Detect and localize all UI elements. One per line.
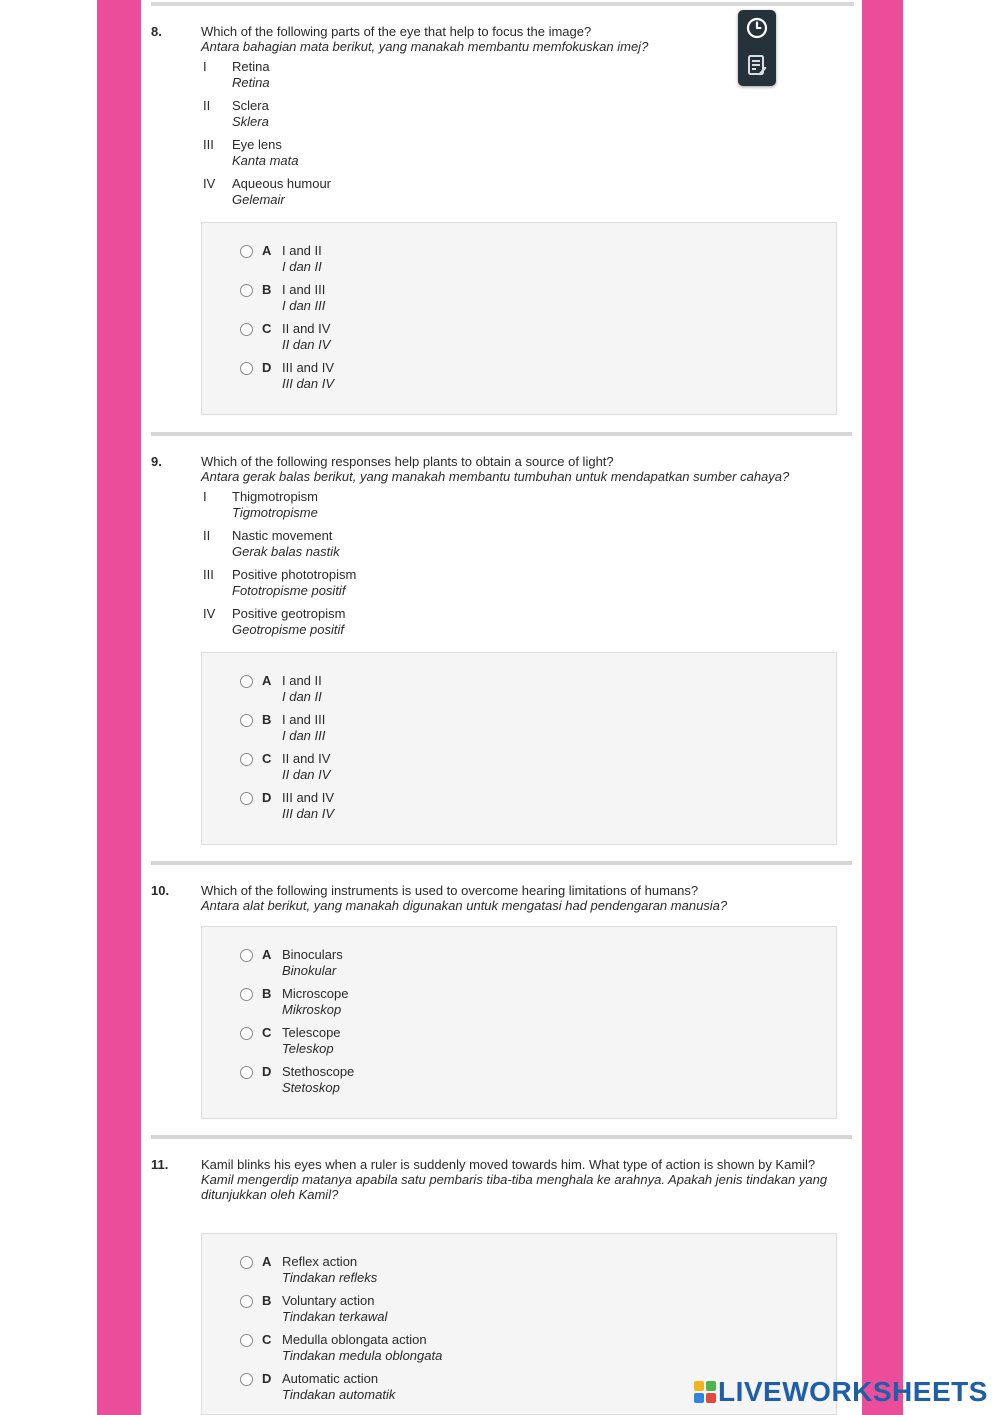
- statement-numeral: I: [203, 59, 207, 74]
- option-en: Voluntary action: [282, 1293, 375, 1308]
- radio-button[interactable]: [240, 245, 253, 258]
- option-letter: A: [262, 243, 272, 258]
- option-ms: Mikroskop: [282, 1002, 342, 1017]
- statement-ms: Gelemair: [232, 192, 285, 207]
- option-letter: A: [262, 673, 272, 688]
- question-number: 8.: [151, 24, 162, 39]
- question-text-en: Which of the following parts of the eye that help to focus the image?: [201, 24, 592, 39]
- statement-en: Eye lens: [232, 137, 282, 152]
- statement-ms: Kanta mata: [232, 153, 299, 168]
- radio-button[interactable]: [240, 362, 253, 375]
- question-text-ms: Antara alat berikut, yang manakah digunakan untuk mengatasi had pendengaran manusia?: [201, 898, 728, 913]
- statement-numeral: IV: [203, 176, 216, 191]
- statement-numeral: I: [203, 489, 207, 504]
- statement-en: Sclera: [232, 98, 269, 113]
- option-letter: C: [262, 1025, 272, 1040]
- option-ms: I dan III: [282, 728, 326, 743]
- statement-en: Positive geotropism: [232, 606, 346, 621]
- checklist-icon[interactable]: [743, 52, 771, 80]
- question-text-ms: Kamil mengerdip matanya apabila satu pembaris tiba-tiba menghala ke arahnya. Apakah jenis tindakan yang ditunjukkan oleh Kamil?: [201, 1172, 828, 1202]
- option-ms: I dan II: [282, 689, 322, 704]
- option-ms: I dan III: [282, 298, 326, 313]
- option-en: Reflex action: [282, 1254, 358, 1269]
- tool-panel: [738, 10, 776, 86]
- option-en: Stethoscope: [282, 1064, 355, 1079]
- option-en: I and III: [282, 712, 326, 727]
- timer-icon[interactable]: [743, 14, 771, 42]
- option-letter: D: [262, 360, 272, 375]
- radio-button[interactable]: [240, 988, 253, 1001]
- option-letter: A: [262, 1254, 272, 1269]
- radio-button[interactable]: [240, 1373, 253, 1386]
- statement-en: Positive phototropism: [232, 567, 357, 582]
- option-letter: D: [262, 1064, 272, 1079]
- question-text-en: Which of the following responses help plants to obtain a source of light?: [201, 454, 614, 469]
- right-pink-border: [862, 0, 903, 1415]
- radio-button[interactable]: [240, 792, 253, 805]
- question-divider: [151, 1135, 852, 1139]
- liveworksheets-logo: [694, 1376, 988, 1410]
- option-letter: A: [262, 947, 272, 962]
- options-box: [201, 926, 837, 1119]
- option-letter: C: [262, 321, 272, 336]
- question-divider: [151, 432, 852, 436]
- radio-button[interactable]: [240, 1295, 253, 1308]
- statement-en: Nastic movement: [232, 528, 333, 543]
- question-number: 10.: [151, 883, 170, 898]
- option-letter: B: [262, 1293, 272, 1308]
- statement-ms: Retina: [232, 75, 270, 90]
- radio-button[interactable]: [240, 1256, 253, 1269]
- question-text-en: Which of the following instruments is used to overcome hearing limitations of humans?: [201, 883, 699, 898]
- question-text-en: Kamil blinks his eyes when a ruler is suddenly moved towards him. What type of action is shown by Kamil?: [201, 1157, 816, 1172]
- option-en: I and II: [282, 673, 322, 688]
- option-ms: Tindakan terkawal: [282, 1309, 388, 1324]
- option-en: III and IV: [282, 790, 335, 805]
- statement-en: Thigmotropism: [232, 489, 318, 504]
- option-en: Telescope: [282, 1025, 341, 1040]
- statement-ms: Geotropisme positif: [232, 622, 344, 637]
- question-text: [201, 1157, 852, 1202]
- option-letter: C: [262, 751, 272, 766]
- radio-button[interactable]: [240, 1334, 253, 1347]
- option-en: II and IV: [282, 751, 331, 766]
- option-ms: Tindakan automatik: [282, 1387, 396, 1402]
- statement-numeral: II: [203, 528, 211, 543]
- statement-en: Retina: [232, 59, 270, 74]
- question-text: [201, 454, 852, 484]
- option-en: Medulla oblongata action: [282, 1332, 427, 1347]
- worksheet-page: [141, 0, 862, 1415]
- question-number: 9.: [151, 454, 162, 469]
- question-number: 11.: [151, 1157, 169, 1172]
- top-divider: [151, 2, 854, 6]
- radio-button[interactable]: [240, 949, 253, 962]
- statement-ms: Tigmotropisme: [232, 505, 318, 520]
- liveworksheets-logo-icon: [694, 1378, 716, 1410]
- option-ms: Tindakan refleks: [282, 1270, 378, 1285]
- question-text: [201, 883, 852, 913]
- option-ms: Stetoskop: [282, 1080, 340, 1095]
- radio-button[interactable]: [240, 1027, 253, 1040]
- option-ms: I dan II: [282, 259, 322, 274]
- statement-numeral: III: [203, 567, 214, 582]
- option-letter: D: [262, 790, 272, 805]
- question-text-ms: Antara bahagian mata berikut, yang manakah membantu memfokuskan imej?: [201, 39, 649, 54]
- option-letter: D: [262, 1371, 272, 1386]
- radio-button[interactable]: [240, 753, 253, 766]
- radio-button[interactable]: [240, 1066, 253, 1079]
- option-ms: II dan IV: [282, 337, 331, 352]
- statement-numeral: IV: [203, 606, 216, 621]
- option-ms: Tindakan medula oblongata: [282, 1348, 443, 1363]
- option-en: II and IV: [282, 321, 331, 336]
- option-ms: III dan IV: [282, 806, 335, 821]
- option-letter: B: [262, 282, 272, 297]
- option-en: Microscope: [282, 986, 349, 1001]
- option-en: I and III: [282, 282, 326, 297]
- option-en: I and II: [282, 243, 322, 258]
- question-text-ms: Antara gerak balas berikut, yang manakah membantu tumbuhan untuk mendapatkan sumber cahaya?: [201, 469, 790, 484]
- option-letter: B: [262, 986, 272, 1001]
- radio-button[interactable]: [240, 675, 253, 688]
- option-letter: B: [262, 712, 272, 727]
- radio-button[interactable]: [240, 323, 253, 336]
- statement-numeral: III: [203, 137, 214, 152]
- statement-ms: Gerak balas nastik: [232, 544, 340, 559]
- option-en: Automatic action: [282, 1371, 379, 1386]
- left-pink-border: [97, 0, 141, 1415]
- statement-ms: Fototropisme positif: [232, 583, 346, 598]
- brand-name: LIVEWORKSHEETS: [718, 1376, 988, 1407]
- option-letter: C: [262, 1332, 272, 1347]
- option-ms: III dan IV: [282, 376, 335, 391]
- radio-button[interactable]: [240, 714, 253, 727]
- option-ms: II dan IV: [282, 767, 331, 782]
- options-box: [201, 222, 837, 415]
- statement-ms: Sklera: [232, 114, 269, 129]
- radio-button[interactable]: [240, 284, 253, 297]
- statement-en: Aqueous humour: [232, 176, 332, 191]
- statement-numeral: II: [203, 98, 211, 113]
- option-ms: Binokular: [282, 963, 337, 978]
- option-en: Binoculars: [282, 947, 343, 962]
- options-box: [201, 652, 837, 845]
- question-divider: [151, 861, 852, 865]
- option-en: III and IV: [282, 360, 335, 375]
- option-ms: Teleskop: [282, 1041, 334, 1056]
